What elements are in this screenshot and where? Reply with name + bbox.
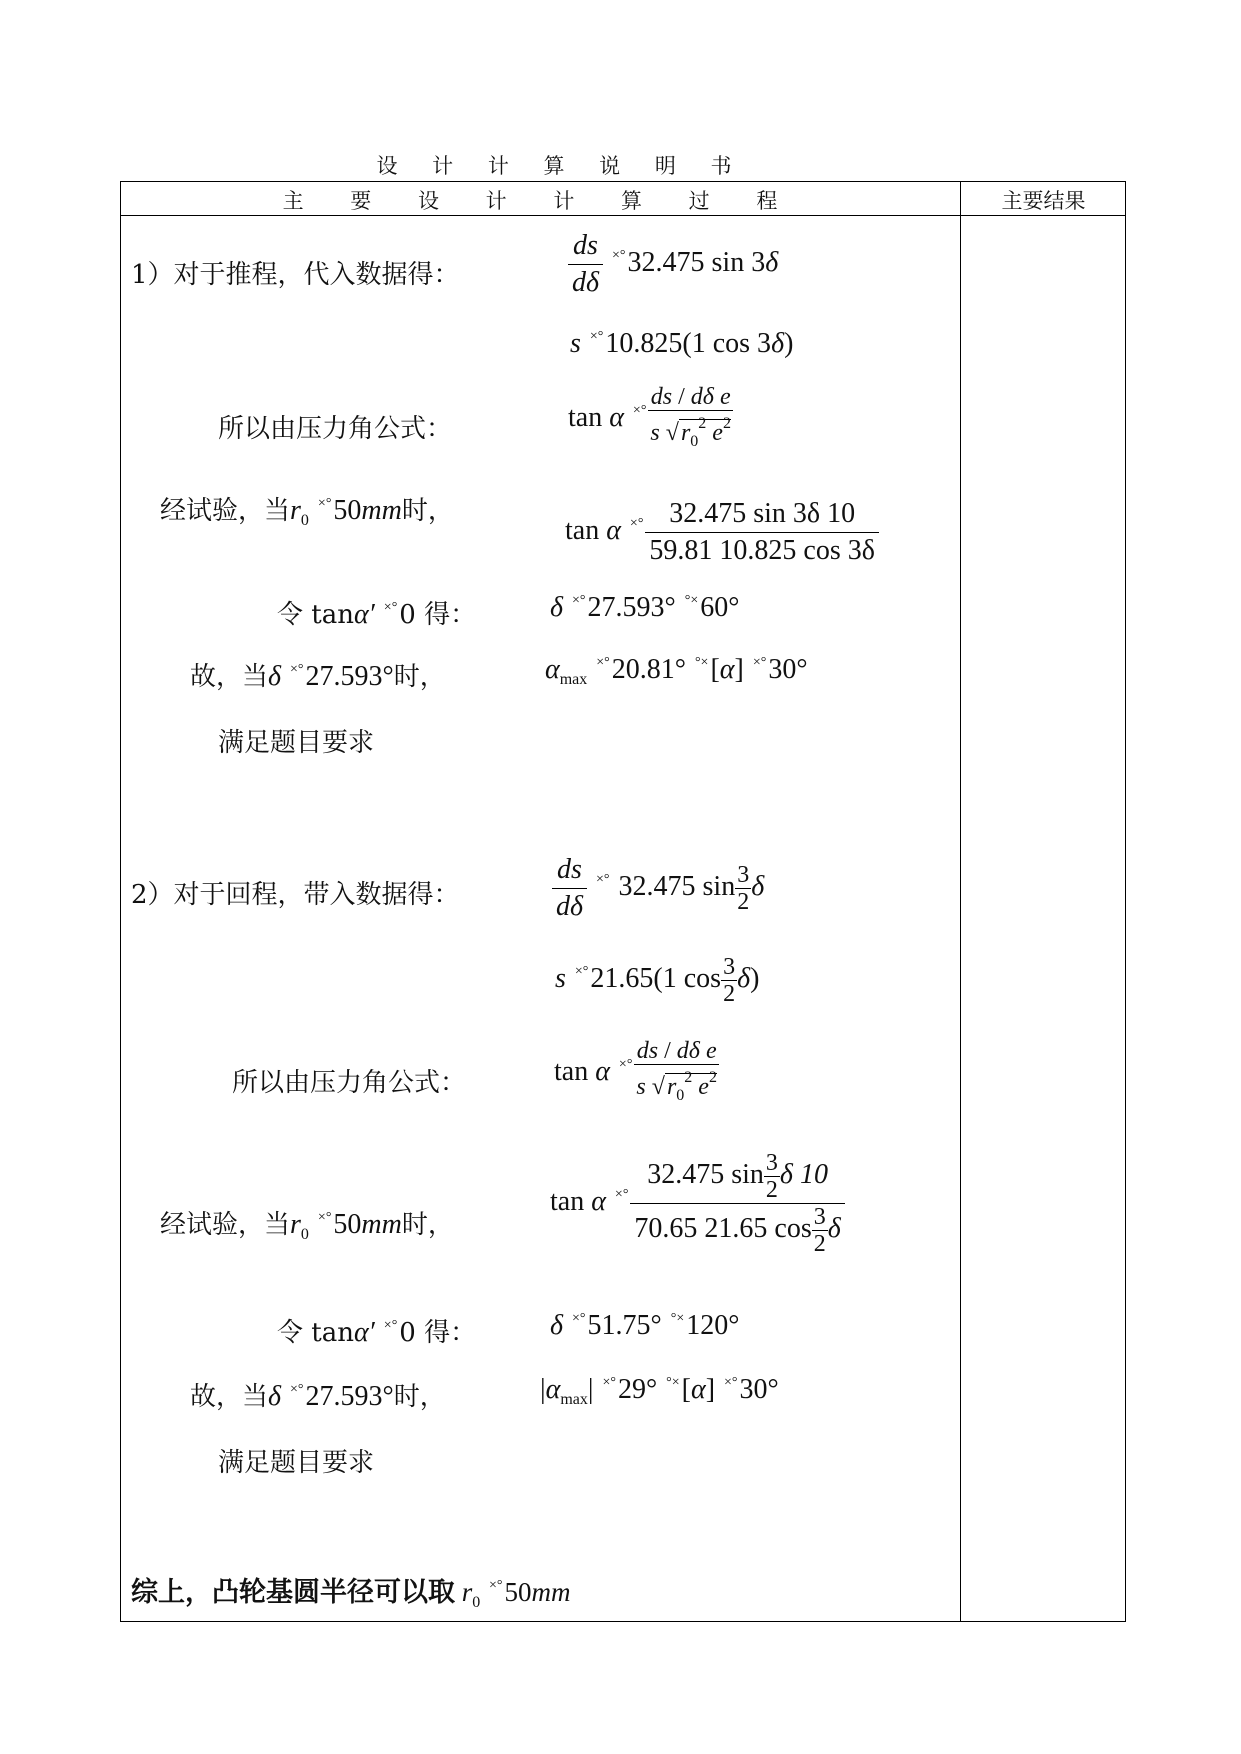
part2-angle-result: δ ×°51.75° °×120°: [550, 1310, 740, 1341]
part2-derivative-formula: $\frac{ds}{d\delta}$ ×° 32.475 sin $\frac{3}{2}$ δ: [552, 852, 764, 925]
part1-trial-formula: tan α ×° $\frac{32.475 \sin 3\delta 10}{59.81 10.825 \cos 3\delta}$: [565, 496, 879, 569]
part2-max-angle-result: $|\alpha_{max}|$ ×°29° °×[α] ×°30°: [540, 1374, 779, 1408]
part1-max-angle-result: $\alpha_{max}$ ×°20.81° °×[α] ×°30°: [545, 654, 808, 688]
part2-therefore-label: 故，当δ ×°27.593°时，: [190, 1381, 446, 1412]
part1-derivative-zero-label: 令 tanα′ ×°0 得：: [277, 599, 477, 630]
part2-derivative-zero-label: 令 tanα′ ×°0 得：: [277, 1317, 477, 1348]
part2-trial-formula: tan α ×° 32.475 sin $\frac{3}{2}$ δ 10 70.65 21.65 cos $\frac{3}{2}$ δ: [550, 1150, 845, 1257]
part1-displacement-formula: s ×°10.825(1 cos 3δ): [570, 328, 794, 359]
part2-pressure-formula: tan α ×° $\frac{\text{ds / dδ e}}{s √r_0^2 e^2}$: [554, 1038, 717, 1104]
part2-satisfy-text: 满足题目要求: [218, 1448, 375, 1478]
part2-intro: 2）对于回程，带入数据得：: [131, 880, 460, 910]
part1-therefore-label: 故，当δ ×°27.593°时，: [190, 661, 446, 692]
part2-trial-label: 经试验，当$r_0$ ×°50mm时，: [160, 1209, 454, 1243]
part1-satisfy-text: 满足题目要求: [218, 728, 375, 758]
part1-derivative-formula: $\frac{ds}{d\delta}$ ×°32.475 sin 3δ: [568, 228, 778, 301]
part1-angle-result: δ ×°27.593° °×60°: [550, 592, 740, 623]
part1-pressure-formula: tan α ×° $\frac{\text{ds / dδ e}}{s √r_0^2 e^2}$: [568, 384, 731, 450]
header-process: 主 要 设 计 计 算 过 程: [282, 189, 798, 213]
part1-trial-label: 经试验，当$r_0$ ×°50mm时，: [160, 495, 454, 529]
part1-intro: 1）对于推程，代入数据得：: [131, 260, 460, 290]
part2-displacement-formula: s ×°21.65(1 cos $\frac{3}{2}$ δ): [555, 954, 760, 1007]
header-result: 主要结果: [1001, 189, 1086, 213]
conclusion-text: 综上，凸轮基圆半径可以取 $r_0$ ×°50mm: [131, 1577, 571, 1611]
header-divider: [120, 215, 1126, 216]
document-title: 设 计 计 算 说 明 书: [376, 154, 746, 178]
part2-pressure-label: 所以由压力角公式：: [232, 1068, 467, 1098]
part1-pressure-label: 所以由压力角公式：: [218, 414, 453, 444]
column-divider: [960, 181, 961, 1622]
